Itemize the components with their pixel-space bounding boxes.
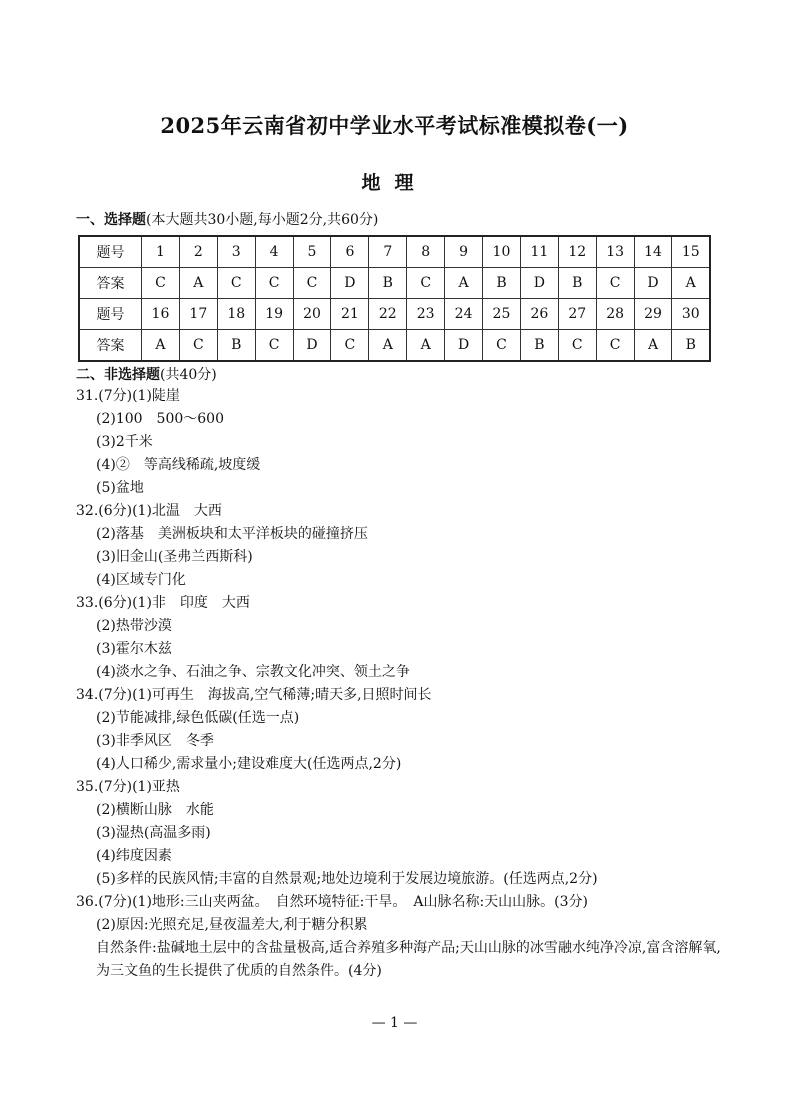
- table-cell: C: [483, 330, 521, 362]
- answer-line: (4)② 等高线稀疏,坡度缓: [96, 457, 261, 473]
- table-cell: 21: [331, 299, 369, 330]
- table-cell: D: [331, 268, 369, 299]
- answer-line: (2)横断山脉 水能: [96, 802, 214, 818]
- page-number: — 1 —: [371, 1015, 418, 1031]
- table-cell: C: [596, 268, 634, 299]
- table-cell: B: [558, 268, 596, 299]
- section2-title: 二、非选择题: [76, 367, 160, 383]
- answer-line: 33.(6分)(1)非 印度 大西: [76, 595, 250, 611]
- section1-title: 一、选择题: [76, 212, 146, 228]
- row-header-cell: 题号: [79, 299, 142, 330]
- table-cell: C: [255, 330, 293, 362]
- section2-note: (共40分): [160, 367, 217, 383]
- table-cell: 24: [445, 299, 483, 330]
- table-cell: A: [407, 330, 445, 362]
- answer-line: 31.(7分)(1)陡崖: [76, 388, 180, 404]
- table-cell: 16: [142, 299, 180, 330]
- answer-line: (2)100 500～600: [96, 411, 224, 427]
- row-header-cell: 答案: [79, 330, 142, 362]
- table-cell: C: [407, 268, 445, 299]
- table-cell: C: [255, 268, 293, 299]
- subject-heading: 地理: [361, 172, 428, 194]
- answer-line: 自然条件:盐碱地土层中的含盐量极高,适合养殖多种海产品;天山山脉的冰雪融水纯净冷凉,富含溶解氧,为三文鱼的生长提供了优质的自然条件。(4分): [96, 940, 721, 979]
- table-cell: A: [634, 330, 672, 362]
- section1-heading: [76, 209, 378, 229]
- answer-line: (3)旧金山(圣弗兰西斯科): [96, 549, 253, 565]
- table-cell: 29: [634, 299, 672, 330]
- table-cell: 13: [596, 236, 634, 268]
- answer-line: (3)湿热(高温多雨): [96, 825, 211, 841]
- table-cell: C: [596, 330, 634, 362]
- answer-line: (2)热带沙漠: [96, 618, 172, 634]
- table-cell: B: [520, 330, 558, 362]
- answer-line: (3)霍尔木兹: [96, 641, 172, 657]
- table-cell: 17: [179, 299, 217, 330]
- answer-line: 36.(7分)(1)地形:三山夹两盆。 自然环境特征:干旱。 A山脉名称:天山山脉。(3分): [76, 894, 589, 910]
- answer-line: (3)非季风区 冬季: [96, 733, 214, 749]
- table-cell: 5: [293, 236, 331, 268]
- table-row: [79, 268, 710, 299]
- row-header-cell: 题号: [79, 236, 142, 268]
- section2-heading: [76, 364, 217, 384]
- section1-note: (本大题共30小题,每小题2分,共60分): [146, 212, 379, 228]
- table-cell: A: [179, 268, 217, 299]
- table-row: [79, 299, 710, 330]
- answer-line: 32.(6分)(1)北温 大西: [76, 503, 222, 519]
- table-cell: 6: [331, 236, 369, 268]
- table-cell: D: [634, 268, 672, 299]
- table-cell: D: [293, 330, 331, 362]
- answer-line: (2)节能减排,绿色低碳(任选一点): [96, 710, 300, 726]
- document-title: 2025年云南省初中学业水平考试标准模拟卷(一): [160, 113, 629, 138]
- table-cell: C: [293, 268, 331, 299]
- answer-line: (2)落基 美洲板块和太平洋板块的碰撞挤压: [96, 526, 368, 542]
- table-cell: 25: [483, 299, 521, 330]
- answer-line: (5)盆地: [96, 480, 144, 496]
- table-cell: 11: [520, 236, 558, 268]
- table-cell: B: [217, 330, 255, 362]
- table-cell: 7: [369, 236, 407, 268]
- answer-line: (4)人口稀少,需求量小;建设难度大(任选两点,2分): [96, 756, 402, 772]
- answer-line: (4)淡水之争、石油之争、宗教文化冲突、领土之争: [96, 664, 410, 680]
- table-cell: B: [483, 268, 521, 299]
- answer-line: (4)区域专门化: [96, 572, 186, 588]
- answer-line: 35.(7分)(1)亚热: [76, 779, 180, 795]
- table-row: [79, 236, 710, 268]
- table-cell: 18: [217, 299, 255, 330]
- table-cell: 3: [217, 236, 255, 268]
- table-cell: 4: [255, 236, 293, 268]
- table-cell: C: [142, 268, 180, 299]
- table-cell: 20: [293, 299, 331, 330]
- table-cell: D: [445, 330, 483, 362]
- table-cell: 23: [407, 299, 445, 330]
- table-row: [79, 330, 710, 362]
- table-cell: 22: [369, 299, 407, 330]
- table-cell: 15: [672, 236, 710, 268]
- table-cell: 14: [634, 236, 672, 268]
- table-cell: 28: [596, 299, 634, 330]
- answer-line: (5)多样的民族风情;丰富的自然景观;地处边境利于发展边境旅游。(任选两点,2分): [96, 871, 598, 887]
- table-cell: 27: [558, 299, 596, 330]
- table-cell: 19: [255, 299, 293, 330]
- answer-line: (4)纬度因素: [96, 848, 172, 864]
- table-cell: 2: [179, 236, 217, 268]
- answer-line: (2)原因:光照充足,昼夜温差大,利于糖分积累: [96, 917, 368, 933]
- table-cell: D: [520, 268, 558, 299]
- table-cell: A: [672, 268, 710, 299]
- table-cell: C: [331, 330, 369, 362]
- table-cell: A: [369, 330, 407, 362]
- answer-line: (3)2千米: [96, 434, 153, 450]
- table-cell: C: [217, 268, 255, 299]
- row-header-cell: 答案: [79, 268, 142, 299]
- table-cell: 12: [558, 236, 596, 268]
- table-cell: A: [445, 268, 483, 299]
- table-cell: B: [672, 330, 710, 362]
- answer-lines: [76, 385, 726, 983]
- table-cell: 30: [672, 299, 710, 330]
- table-cell: 10: [483, 236, 521, 268]
- table-cell: 1: [142, 236, 180, 268]
- table-cell: B: [369, 268, 407, 299]
- answer-line: 34.(7分)(1)可再生 海拔高,空气稀薄;晴天多,日照时间长: [76, 687, 432, 703]
- table-cell: 8: [407, 236, 445, 268]
- table-cell: C: [179, 330, 217, 362]
- table-cell: A: [142, 330, 180, 362]
- table-cell: 26: [520, 299, 558, 330]
- table-cell: 9: [445, 236, 483, 268]
- answer-table: [78, 235, 711, 362]
- table-cell: C: [558, 330, 596, 362]
